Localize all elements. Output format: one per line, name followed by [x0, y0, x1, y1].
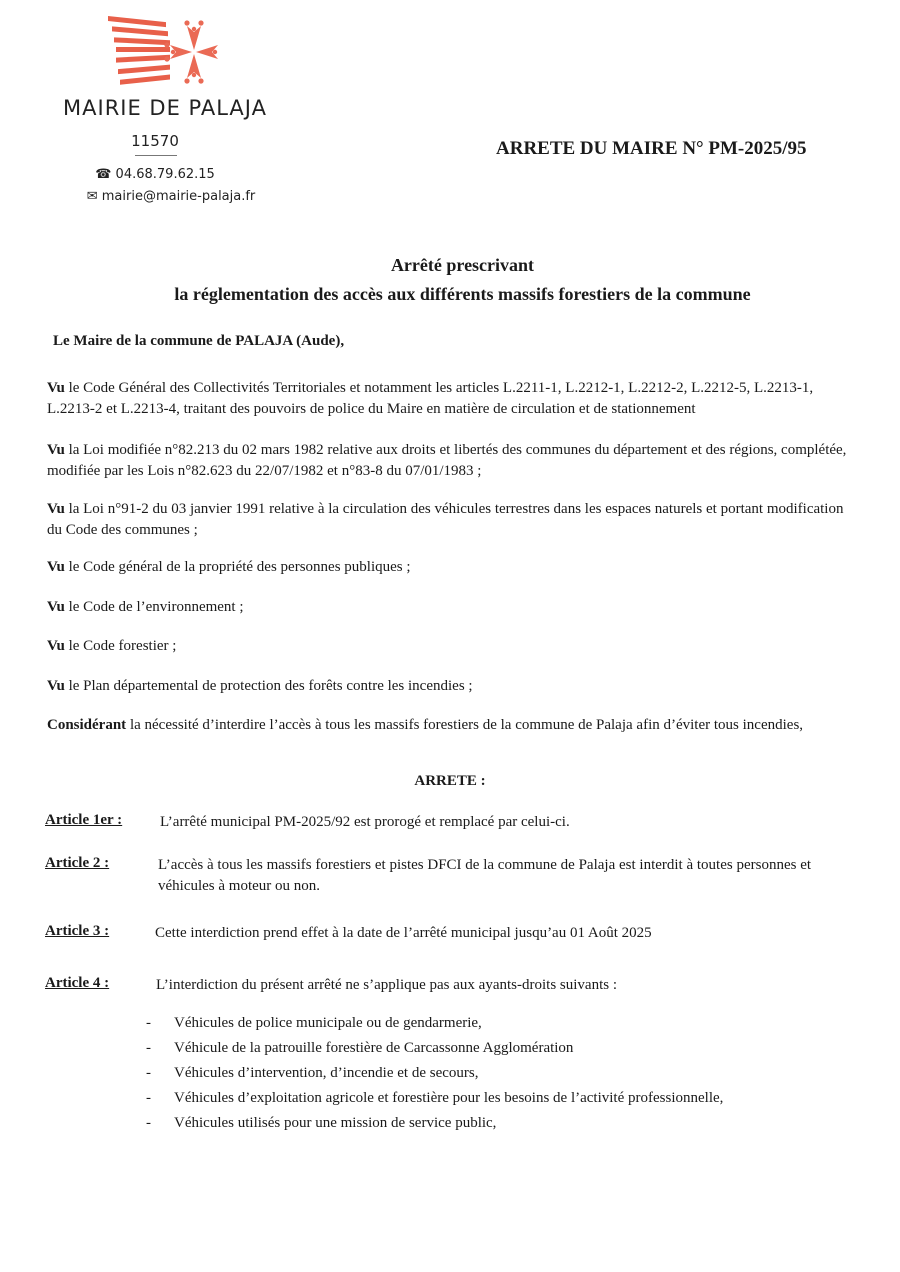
considerant-lead: Vu — [47, 638, 65, 654]
considerant-lead: Considérant — [47, 717, 127, 733]
considerant-lead: Vu — [47, 442, 65, 458]
arrete-heading: ARRETE : — [414, 773, 486, 789]
considerant-paragraph — [47, 557, 853, 578]
email-line — [40, 189, 302, 204]
article-text: L’interdiction du présent arrêté ne s’applique pas aux ayants-droits suivants : — [156, 977, 617, 993]
considerant-paragraph — [47, 636, 853, 657]
considerant-paragraph — [47, 597, 853, 618]
article-text: L’accès à tous les massifs forestiers et pistes DFCI de la commune de Palaja est interdit à toutes personnes et véhicules à moteur ou non. — [158, 857, 812, 894]
document-title-line2: la réglementation des accès aux différents massifs forestiers de la commune — [174, 284, 751, 304]
considerant-paragraph — [47, 676, 853, 697]
considerant-lead: Vu — [47, 380, 65, 396]
list-item: Véhicule de la patrouille forestière de Carcassonne Agglomération — [174, 1040, 574, 1056]
document-title-line1: Arrêté prescrivant — [390, 255, 535, 275]
occitan-cross-logo — [108, 12, 218, 88]
considerant-text: le Code de l’environnement ; — [64, 599, 244, 615]
list-item: Véhicules d’intervention, d’incendie et de secours, — [174, 1065, 479, 1081]
article-text: Cette interdiction prend effet à la date de l’arrêté municipal jusqu’au 01 Août 2025 — [155, 925, 652, 941]
list-item: Véhicules d’exploitation agricole et forestière pour les besoins de l’activité professionnelle, — [174, 1090, 724, 1106]
article-label: Article 4 : — [45, 975, 110, 991]
considerant-text: le Plan départemental de protection des forêts contre les incendies ; — [64, 678, 473, 694]
divider — [135, 155, 177, 156]
considerant-text: la nécessité d’interdire l’accès à tous les massifs forestiers de la commune de Palaja afin d’éviter tous incendies, — [126, 717, 804, 733]
article-text: L’arrêté municipal PM-2025/92 est prorogé et remplacé par celui-ci. — [160, 814, 570, 830]
list-bullet: - — [146, 1040, 151, 1056]
decree-reference: ARRETE DU MAIRE N° PM-2025/95 — [496, 138, 807, 159]
article-label: Article 2 : — [45, 855, 110, 871]
list-item: Véhicules de police municipale ou de gendarmerie, — [174, 1015, 482, 1031]
phone-number: 04.68.79.62.15 — [115, 167, 215, 182]
considerant-text: le Code général de la propriété des personnes publiques ; — [64, 559, 411, 575]
postcode: 11570 — [131, 132, 179, 150]
considerant-paragraph — [47, 378, 853, 420]
considerant-text: le Code forestier ; — [64, 638, 177, 654]
list-item: Véhicules utilisés pour une mission de service public, — [174, 1115, 497, 1131]
considerant-text: la Loi modifiée n°82.213 du 02 mars 1982 relative aux droits et libertés des communes du département et des régions, complétée, modifiée par les Lois n°82.623 du 22/07/1982 et n°83-8 du 07/01/1983 ; — [47, 442, 847, 479]
phone-icon: ☎ — [95, 167, 112, 182]
considerant-lead: Vu — [47, 678, 65, 694]
list-bullet: - — [146, 1090, 151, 1106]
considerant-paragraph — [47, 499, 853, 541]
considerant-lead: Vu — [47, 501, 65, 517]
considerant-lead: Vu — [47, 559, 65, 575]
considerant-paragraph — [47, 715, 853, 736]
envelope-icon: ✉ — [86, 189, 98, 204]
list-bullet: - — [146, 1115, 151, 1131]
article-label: Article 3 : — [45, 923, 110, 939]
article-label: Article 1er : — [45, 812, 123, 828]
considerant-text: le Code Général des Collectivités Territoriales et notamment les articles L.2211-1, L.2212-1, L.2212-2, L.2212-5, L.2213-1, L.2213-2 et L.2213-4, traitant des pouvoirs de police du Maire en matière de circulation et de stationnement — [47, 380, 814, 417]
email-address: mairie@mairie-palaja.fr — [101, 189, 256, 204]
org-name: MAIRIE DE PALAJA — [63, 96, 267, 120]
intro-statement: Le Maire de la commune de PALAJA (Aude), — [53, 333, 345, 349]
phone-line — [40, 167, 270, 182]
considerant-lead: Vu — [47, 599, 65, 615]
considerant-paragraph — [47, 440, 853, 482]
considerant-text: la Loi n°91-2 du 03 janvier 1991 relative à la circulation des véhicules terrestres dans les espaces naturels et portant modification du Code des communes ; — [47, 501, 844, 538]
list-bullet: - — [146, 1015, 151, 1031]
list-bullet: - — [146, 1065, 151, 1081]
